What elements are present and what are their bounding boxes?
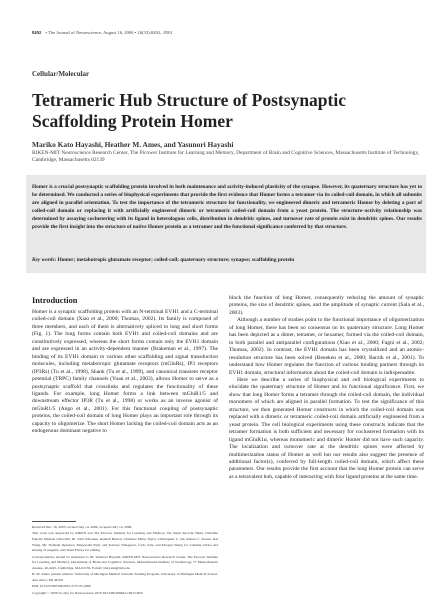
footnote-copyright: Copyright © 2006 Society for Neuroscience 0270-6474/06/268492-10$15.00/0 [32,590,143,595]
paragraph: Homer is a synaptic scaffolding protein with an N-terminal EVH1 and a C-terminal coiled-coil domain (Xiao et al., 2000; Thomas, 2002). Its family is composed of three members, and each of them is alternatively spliced to long and short forms (Fig. 1). The long forms contain both EVH1 and coiled-coil domains and are constitutively expressed, whereas the short forms contain only the EVH1 domain and are expressed in an activity-dependent manner (Brakeman et al., 1997). The binding of its EVH1 domain to various other scaffolding and signal transduction molecules, including metabotropic glutamate receptors (mGluRs), IP3 receptors (IP3Rs) (Tu et al., 1998), Shank (Tu et al., 1999), and canonical transient receptor potential (TRPC) family channels (Yuan et al., 2003), allows Homer to serve as a postsynaptic scaffold that crosslinks and regulates the functionality of these ligands. For example, long Homer forms a link between mGluR1/5 and downstream effector IP3R (Tu et al., 1998) or works as an inverse agonist of mGluR1/5 (Ango et al., 2001). For this functional coupling of postsynaptic proteins, the coiled-coil domain of long Homer plays an important role through its capacity to oligomerize. The short Homer lacking the coiled-coil domain acts as an endogenous dominant negative to [32,309,218,435]
article-title: Tetrameric Hub Structure of Postsynaptic Scaffolding Protein Homer [32,90,346,131]
footnote-received: Received Dec. 16, 2005; revised July 14, 2006; accepted July 14, 2006. [32,525,133,529]
footnotes [32,525,218,597]
left-column [32,309,218,436]
author-affiliation: RIKEN-MIT Neuroscience Research Center, The Picower Institute for Learning and Memory, Department of Brain and Cognitive Sciences, Massachusetts Institute of Technology, Cambridge, Massachusetts 02139 [32,150,420,164]
journal-citation: • The Journal of Neuroscience, August 16, 2006 • 26(33):8492– 8501 [45,30,173,35]
keywords [32,257,422,264]
paragraph: Although a number of studies point to the functional importance of oligomerization of long Homer, there has been no consensus on its quaternary structure. Long Homer has been depicted as a dimer, tetramer, or hexamer, formed via the coiled-coil domain, in both parallel and antiparallel configurations (Xiao et al., 2000; Fagni et al., 2002; Thomas, 2002). In contrast, the EVH1 domain has been crystallized and an atomic-resolution structure has been solved (Beneken et al., 2000; Barzik et al., 2001). To understand how Homer regulates the function of various binding partners through its EVH1 domain, structural information about the coiled-coil domain is indispensable. [229,317,424,376]
running-head [32,30,173,35]
abstract-text: Homer is a crucial postsynaptic scaffolding protein involved in both maintenance and activity-induced plasticity of the synapse. However, its quaternary structure has yet to be determined. We conducted a series of biophysical experiments that provide the first evidence that Homer forms a tetramer via its coiled-coil domain, in which all subunits are aligned in parallel orientation. To test the importance of the tetrameric structure for functionality, we engineered dimeric and tetrameric Homer by deleting a part of coiled-coil domain or replacing it with artificially engineered dimeric or tetrameric coiled-coil domain from a yeast protein. The structure–activity relationship was determined by assaying coclustering with its ligand in heterologous cells, distribution in dendritic spines, and turnover rate of protein exist in dendritic spines. Our results provide the first insight into the structure of native Homer protein as a tetramer and the functional significance conferred by that structure. [32,184,422,231]
footnote-correspondence: Correspondence should be addressed to Dr. Yasunori Hayashi, RIKEN-MIT Neuroscience Research Center, The Picower Institute for Learning and Memory, Department of Brain and Cognitive Sciences, Massachusetts Institute of Technology, 77 Massachusetts Avenue, 46-4245, Cambridge, MA 02139. E-mail: yhayashi@mit.edu. [32,554,218,570]
author-list: Mariko Kato Hayashi, Heather M. Ames, and Yasunori Hayashi [32,140,234,149]
footnote-present-address: H. M. Ames' present address: University of Michigan Medical Scientist Training Program, University of Michigan Medical School, Ann Arbor, MI 48109. [32,572,218,582]
footnote-rule [32,521,76,522]
keywords-text: Homer; metabotropic glutamate receptor; coiled-coil; quaternary structure; synapse; scaffolding protein [57,257,295,263]
right-column [229,295,424,481]
section-label: Cellular/Molecular [32,70,90,78]
paragraph: block the function of long Homer, consequently reducing the amount of synaptic proteins, the size of dendritic spines, and the amplitude of synaptic current (Sala et al., 2003). [229,295,424,316]
page-number: 8492 [32,30,42,35]
footnote-acknowledgment: This work was supported by RIKEN and The Picower Institute for Learning and Memory. We thank Jun-ichi Shizu, Christine Fanelli, Michael Churchill, Dr. John Schouten, Randall Burton, Christine Marie Taylor, Christopher C. Ou, Robert C. Suarez, Kai Wang, Mr. Nobushi Ogasawa, Shigeyoshi Fujii, and Tomoyo Nakagawa, Carlo Sala, and Morgan Sheng for valuable advice and sharing of reagents, and Team Emory for editing. [32,531,218,553]
footnote-doi: DOI:10.1523/JNEUROSCI.2757-05.2006 [32,584,91,589]
paragraph: Here we describe a series of biophysical and cell biological experiments to elucidate the quaternary structure of Homer and its functional significance. First, we show that long Homer forms a tetramer through the coiled-coil domain, the individual monomers of which are aligned in parallel formation. To test the significance of this structure, we then generated Homer constructs in which the coiled-coil domain was replaced with a dimeric or tetrameric coiled-coil domain artificially engineered from a yeast protein. The cell biological experiments using these constructs indicate that the tetramer formation is both sufficient and necessary for coclustered formation with its ligand mGluR1α, whereas monomeric and dimeric Homer did not have such capacity. The localization and turnover rate at the dendritic spines were affected by multimerization status of Homer as well but our results also suggest the presence of additional factor(s), conferred by full-length coiled-coil domain, which affect these parameters. Our results provide the first account that the long Homer protein can serve as a tetravalent hub, capable of interacting with four ligand proteins at the same time. [229,376,424,480]
introduction-heading: Introduction [32,296,78,305]
keywords-label: Key words: [32,257,57,263]
